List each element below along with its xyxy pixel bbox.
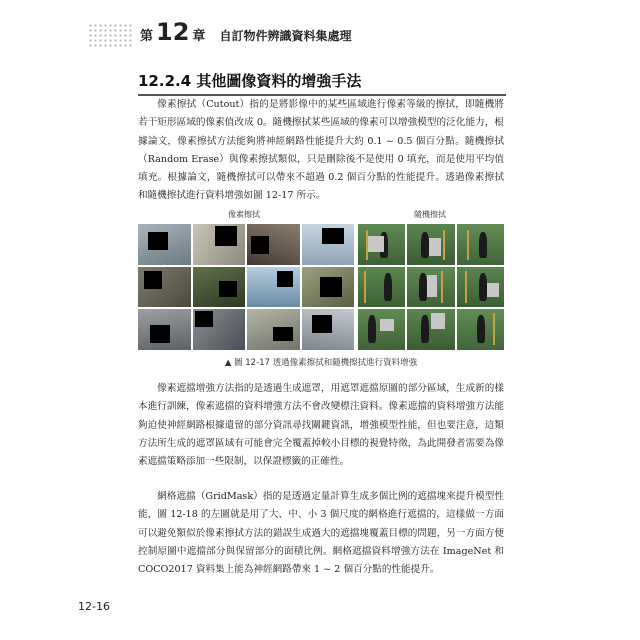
person-figure — [479, 273, 487, 301]
person-figure — [421, 315, 429, 343]
figure-cutout-panel — [138, 224, 354, 350]
erase-block — [219, 281, 237, 297]
sample-image — [138, 224, 191, 265]
person-figure — [477, 315, 485, 343]
erase-block — [144, 271, 162, 289]
sample-image — [457, 267, 504, 308]
frame-post — [364, 271, 366, 303]
random-erase-block — [487, 283, 499, 297]
paragraph-text: 像素遮擋增強方法指的是透過生成遮罩，用遮罩遮擋原圖的部分區域，生成新的樣本進行訓練，像素遮擋的資料增強方法不會改變標注資料。像素遮擋的資料增強方法能夠迫使神經網路根據遺留的部分資訊尋找關鍵資訊，增強模型性能，但也要注意，這類方法所生成的遮罩區域有可能會完全覆蓋掉較小目標的視覺特徵，為此開發者需要為像素遮擋策略添加一些限制，以保證標籤的正確性。 — [138, 383, 504, 468]
chapter-header — [140, 20, 351, 50]
sample-image — [302, 309, 355, 350]
sample-image — [302, 267, 355, 308]
chapter-title: 自訂物件辨識資料集處理 — [219, 29, 352, 43]
sample-image — [193, 224, 246, 265]
frame-post — [467, 230, 469, 260]
sample-image — [247, 309, 300, 350]
sample-image — [407, 224, 454, 265]
frame-post — [441, 271, 443, 303]
chapter-number: 12 — [156, 18, 190, 46]
erase-block — [251, 236, 269, 254]
erase-block — [148, 232, 168, 250]
sample-image — [193, 309, 246, 350]
erase-block — [277, 271, 293, 287]
page-number: 12-16 — [78, 600, 110, 613]
person-figure — [368, 315, 376, 343]
erase-block — [312, 315, 332, 333]
person-figure — [384, 273, 392, 301]
random-erase-block — [427, 275, 437, 297]
person-figure — [479, 232, 487, 258]
random-erase-block — [429, 238, 441, 256]
figure-right-label: 隨機擦拭 — [414, 210, 446, 219]
erase-block — [320, 277, 342, 297]
sample-image — [247, 267, 300, 308]
figure-random-erase-panel — [358, 224, 504, 350]
erase-block — [273, 327, 293, 341]
sample-image — [138, 309, 191, 350]
erase-block — [215, 226, 237, 246]
erase-block — [150, 325, 170, 343]
random-erase-block — [380, 319, 394, 331]
sample-image — [302, 224, 355, 265]
figure-left-label: 像素擦拭 — [228, 210, 260, 219]
person-figure — [421, 232, 429, 258]
sample-image — [193, 267, 246, 308]
frame-post — [443, 230, 445, 260]
figure-caption: ▲ 圖 12-17 透過像素擦拭和隨機擦拭進行資料增強 — [224, 358, 418, 368]
sample-image — [457, 224, 504, 265]
sample-image — [358, 267, 405, 308]
frame-post — [493, 313, 495, 345]
sample-image — [407, 309, 454, 350]
decorative-dot-grid — [88, 23, 134, 47]
paragraph-cutout — [138, 96, 504, 206]
paragraph-text: 網格遮擋（GridMask）指的是透過定量計算生成多個比例的遮擋塊來提升模型性能，圖 12-18 的左圖就是用了大、中、小 3 個尺度的網格進行遮擋的，這樣做一方面可以避免類似於像素擦拭方法的錯誤生成過大的遮擋塊覆蓋目標的問題，另一方面方便控制原圖中遮擋部分與保留部分的面積比例。網格遮擋資料增強方法在 ImageNet 和 COCO2017 資料集上能為神經網路帶來 1 ~ 2 個百分點的性能提升。 — [138, 491, 504, 576]
sample-image — [457, 309, 504, 350]
sample-image — [358, 309, 405, 350]
person-figure — [419, 273, 427, 301]
random-erase-block — [368, 236, 384, 252]
paragraph-gridmask — [138, 488, 504, 579]
random-erase-block — [431, 313, 445, 329]
chapter-suffix: 章 — [192, 29, 206, 44]
section-heading: 12.2.4 其他圖像資料的增強手法 — [138, 70, 506, 96]
frame-post — [465, 271, 467, 303]
erase-block — [322, 228, 344, 244]
chapter-prefix: 第 — [140, 29, 154, 44]
sample-image — [358, 224, 405, 265]
sample-image — [138, 267, 191, 308]
paragraph-text: 像素擦拭（Cutout）指的是將影像中的某些區域進行像素等級的擦拭，即隨機將若干矩形區域的像素值改成 0。隨機擦拭某些區域的像素可以增強模型的泛化能力，根據論文，像素擦拭方法能夠將神經網路性能提升大約 0.1 ~ 0.5 個百分點。隨機擦拭（Random Erase）與像素擦拭類似，只是刪除後不是使用 0 填充，而是使用平均值填充。根據論文，隨機擦拭可以帶來不超過 0.2 個百分點的性能提升。透過像素擦拭和隨機擦拭進行資料增強如圖 12-17 所示。 — [138, 99, 504, 202]
sample-image — [407, 267, 454, 308]
erase-block — [195, 311, 213, 327]
paragraph-masking — [138, 380, 504, 471]
sample-image — [247, 224, 300, 265]
